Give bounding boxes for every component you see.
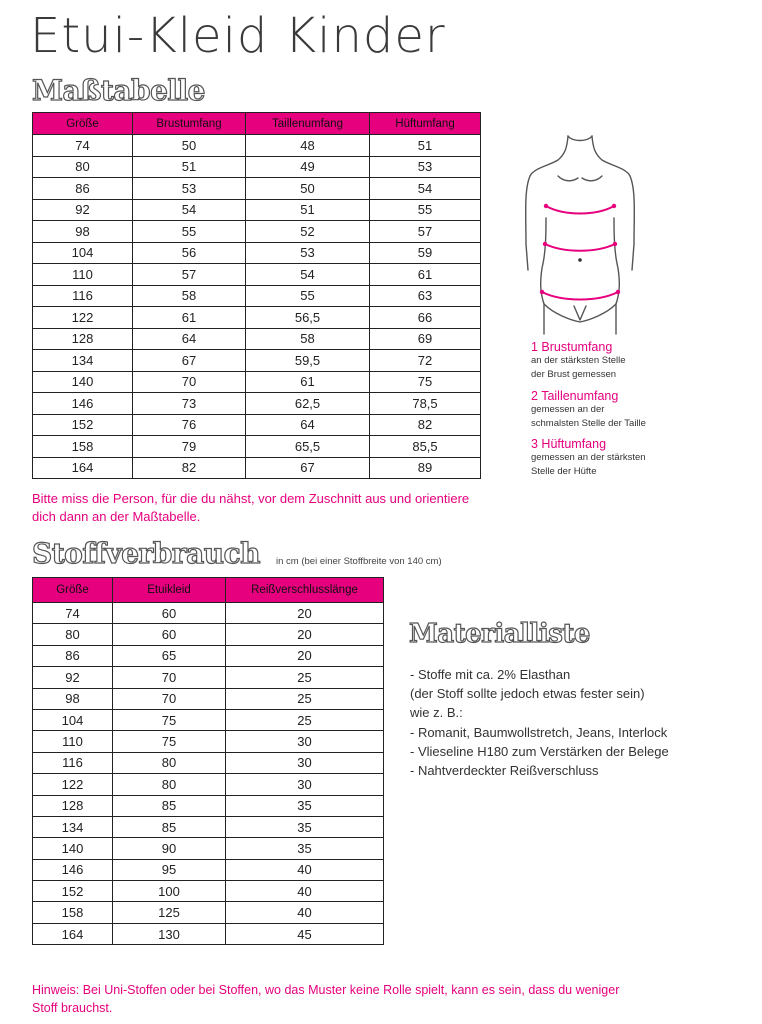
table-cell: 164: [33, 457, 133, 479]
table-row: [33, 199, 481, 221]
table-cell: 85,5: [370, 436, 481, 458]
table-cell: 53: [246, 242, 370, 264]
table-cell: 60: [113, 624, 226, 645]
table-cell: 70: [113, 688, 226, 709]
table-cell: 130: [113, 923, 226, 944]
table-cell: 82: [370, 414, 481, 436]
column-header: Größe: [33, 578, 113, 603]
table-cell: 50: [246, 178, 370, 200]
table-cell: 61: [246, 371, 370, 393]
table-row: [33, 603, 384, 624]
table-cell: 67: [246, 457, 370, 479]
table-cell: 73: [133, 393, 246, 415]
fabric-hint: Hinweis: Bei Uni-Stoffen oder bei Stoffen, wo das Muster keine Rolle spielt, kann es sein, dass du weniger Stoff brauchst.: [32, 983, 620, 1015]
table-cell: 65,5: [246, 436, 370, 458]
table-cell: 54: [370, 178, 481, 200]
table-cell: 92: [33, 199, 133, 221]
table-cell: 30: [226, 774, 384, 795]
page-title: Etui-Kleid Kinder: [30, 8, 446, 64]
table-cell: 164: [33, 923, 113, 944]
table-cell: 67: [133, 350, 246, 372]
table-cell: 74: [33, 603, 113, 624]
table-cell: 85: [113, 795, 226, 816]
table-row: [33, 178, 481, 200]
material-list-heading: Materialliste: [409, 619, 590, 649]
table-cell: 75: [113, 731, 226, 752]
table-cell: 134: [33, 350, 133, 372]
table-row: [33, 414, 481, 436]
table-cell: 50: [133, 135, 246, 157]
table-cell: 134: [33, 816, 113, 837]
legend-description: gemessen an der: [531, 404, 605, 415]
table-cell: 86: [33, 645, 113, 666]
table-cell: 20: [226, 645, 384, 666]
table-cell: 85: [113, 816, 226, 837]
table-cell: 64: [246, 414, 370, 436]
table-cell: 56: [133, 242, 246, 264]
table-row: [33, 731, 384, 752]
table-cell: 79: [133, 436, 246, 458]
column-header: Reißverschlusslänge: [226, 578, 384, 603]
table-cell: 122: [33, 774, 113, 795]
table-cell: 98: [33, 688, 113, 709]
material-item: (der Stoff sollte jedoch etwas fester sein): [410, 686, 645, 702]
measurement-table: [32, 112, 481, 479]
table-cell: 98: [33, 221, 133, 243]
table-cell: 152: [33, 881, 113, 902]
table-row: [33, 221, 481, 243]
legend-title: 1 Brustumfang: [531, 340, 613, 354]
legend-description: schmalsten Stelle der Taille: [531, 417, 646, 429]
fabric-usage-table: [32, 577, 384, 945]
table-row: [33, 393, 481, 415]
table-cell: 158: [33, 436, 133, 458]
table-cell: 45: [226, 923, 384, 944]
table-cell: 59,5: [246, 350, 370, 372]
column-header: Hüftumfang: [370, 113, 481, 135]
table-row: [33, 371, 481, 393]
table-cell: 146: [33, 859, 113, 880]
table-cell: 76: [133, 414, 246, 436]
measurement-table-header-row: [33, 113, 481, 135]
column-header: Brustumfang: [133, 113, 246, 135]
table-cell: 56,5: [246, 307, 370, 329]
table-cell: 80: [113, 774, 226, 795]
table-cell: 152: [33, 414, 133, 436]
table-cell: 57: [133, 264, 246, 286]
table-cell: 116: [33, 752, 113, 773]
table-row: [33, 688, 384, 709]
table-cell: 86: [33, 178, 133, 200]
table-cell: 54: [246, 264, 370, 286]
material-item: - Romanit, Baumwollstretch, Jeans, Interlock: [410, 724, 668, 740]
table-cell: 80: [33, 624, 113, 645]
legend-description: der Brust gemessen: [531, 368, 617, 380]
table-cell: 128: [33, 328, 133, 350]
table-row: [33, 135, 481, 157]
table-row: [33, 285, 481, 307]
table-cell: 122: [33, 307, 133, 329]
table-cell: 52: [246, 221, 370, 243]
table-row: [33, 774, 384, 795]
table-row: [33, 307, 481, 329]
measurement-table-heading: Maßtabelle: [32, 74, 205, 107]
fabric-usage-heading: Stoffverbrauch: [32, 537, 260, 570]
table-cell: 25: [226, 667, 384, 688]
table-cell: 25: [226, 688, 384, 709]
legend-item-brustumfang: [531, 340, 626, 381]
table-cell: 51: [370, 135, 481, 157]
column-header: Größe: [33, 113, 133, 135]
table-cell: 60: [113, 603, 226, 624]
table-row: [33, 624, 384, 645]
table-cell: 69: [370, 328, 481, 350]
table-cell: 72: [370, 350, 481, 372]
legend-description: an der stärksten Stelle: [531, 355, 626, 366]
table-row: [33, 328, 481, 350]
table-cell: 40: [226, 902, 384, 923]
table-cell: 158: [33, 902, 113, 923]
table-row: [33, 457, 481, 479]
legend-description: Stelle der Hüfte: [531, 465, 597, 477]
table-row: [33, 436, 481, 458]
table-row: [33, 350, 481, 372]
material-item: wie z. B.:: [410, 705, 463, 721]
table-cell: 74: [33, 135, 133, 157]
table-cell: 116: [33, 285, 133, 307]
table-cell: 51: [133, 156, 246, 178]
table-row: [33, 709, 384, 730]
table-cell: 104: [33, 242, 133, 264]
table-cell: 48: [246, 135, 370, 157]
legend-title: 2 Taillenumfang: [531, 389, 619, 403]
table-cell: 104: [33, 709, 113, 730]
table-cell: 63: [370, 285, 481, 307]
legend-description: gemessen an der stärksten: [531, 452, 646, 463]
table-row: [33, 242, 481, 264]
table-cell: 70: [133, 371, 246, 393]
table-cell: 82: [133, 457, 246, 479]
table-row: [33, 264, 481, 286]
table-cell: 58: [246, 328, 370, 350]
table-cell: 78,5: [370, 393, 481, 415]
fabric-usage-note: in cm (bei einer Stoffbreite von 140 cm): [276, 556, 442, 567]
table-cell: 140: [33, 838, 113, 859]
table-cell: 20: [226, 624, 384, 645]
column-header: Etuikleid: [113, 578, 226, 603]
table-cell: 64: [133, 328, 246, 350]
table-cell: 49: [246, 156, 370, 178]
legend-item-hueftumfang: [531, 437, 646, 478]
table-cell: 140: [33, 371, 133, 393]
table-cell: 66: [370, 307, 481, 329]
table-cell: 70: [113, 667, 226, 688]
table-cell: 110: [33, 731, 113, 752]
table-row: [33, 816, 384, 837]
table-cell: 75: [113, 709, 226, 730]
table-row: [33, 838, 384, 859]
table-cell: 89: [370, 457, 481, 479]
legend-item-taillenumfang: [531, 389, 646, 430]
table-cell: 35: [226, 795, 384, 816]
table-cell: 65: [113, 645, 226, 666]
table-cell: 125: [113, 902, 226, 923]
table-row: [33, 923, 384, 944]
table-cell: 75: [370, 371, 481, 393]
table-cell: 35: [226, 838, 384, 859]
fabric-table-header-row: [33, 578, 384, 603]
table-cell: 61: [370, 264, 481, 286]
table-cell: 61: [133, 307, 246, 329]
material-item: - Vlieseline H180 zum Verstärken der Belege: [410, 743, 669, 759]
table-cell: 53: [370, 156, 481, 178]
table-cell: 51: [246, 199, 370, 221]
table-cell: 25: [226, 709, 384, 730]
table-row: [33, 645, 384, 666]
table-cell: 110: [33, 264, 133, 286]
measurement-hint: Bitte miss die Person, für die du nähst, vor dem Zuschnitt aus und orientiere dich dann an der Maßtabelle.: [32, 491, 470, 524]
table-row: [33, 156, 481, 178]
table-row: [33, 752, 384, 773]
material-list: [410, 665, 669, 780]
table-cell: 146: [33, 393, 133, 415]
table-cell: 54: [133, 199, 246, 221]
table-cell: 92: [33, 667, 113, 688]
table-cell: 80: [33, 156, 133, 178]
table-row: [33, 902, 384, 923]
table-cell: 62,5: [246, 393, 370, 415]
table-row: [33, 795, 384, 816]
body-measurement-figure: [520, 120, 640, 335]
table-cell: 55: [246, 285, 370, 307]
material-item: - Stoffe mit ca. 2% Elasthan: [410, 667, 571, 682]
material-item: - Nahtverdeckter Reißverschluss: [410, 763, 599, 779]
table-cell: 30: [226, 752, 384, 773]
table-cell: 55: [370, 199, 481, 221]
table-row: [33, 881, 384, 902]
table-row: [33, 859, 384, 880]
table-cell: 57: [370, 221, 481, 243]
table-cell: 58: [133, 285, 246, 307]
table-cell: 95: [113, 859, 226, 880]
table-cell: 128: [33, 795, 113, 816]
table-cell: 20: [226, 603, 384, 624]
table-cell: 55: [133, 221, 246, 243]
table-cell: 80: [113, 752, 226, 773]
legend-title: 3 Hüftumfang: [531, 437, 607, 451]
table-cell: 53: [133, 178, 246, 200]
table-cell: 40: [226, 859, 384, 880]
table-cell: 30: [226, 731, 384, 752]
table-row: [33, 667, 384, 688]
table-cell: 35: [226, 816, 384, 837]
table-cell: 100: [113, 881, 226, 902]
table-cell: 59: [370, 242, 481, 264]
table-cell: 40: [226, 881, 384, 902]
column-header: Taillenumfang: [246, 113, 370, 135]
table-cell: 90: [113, 838, 226, 859]
